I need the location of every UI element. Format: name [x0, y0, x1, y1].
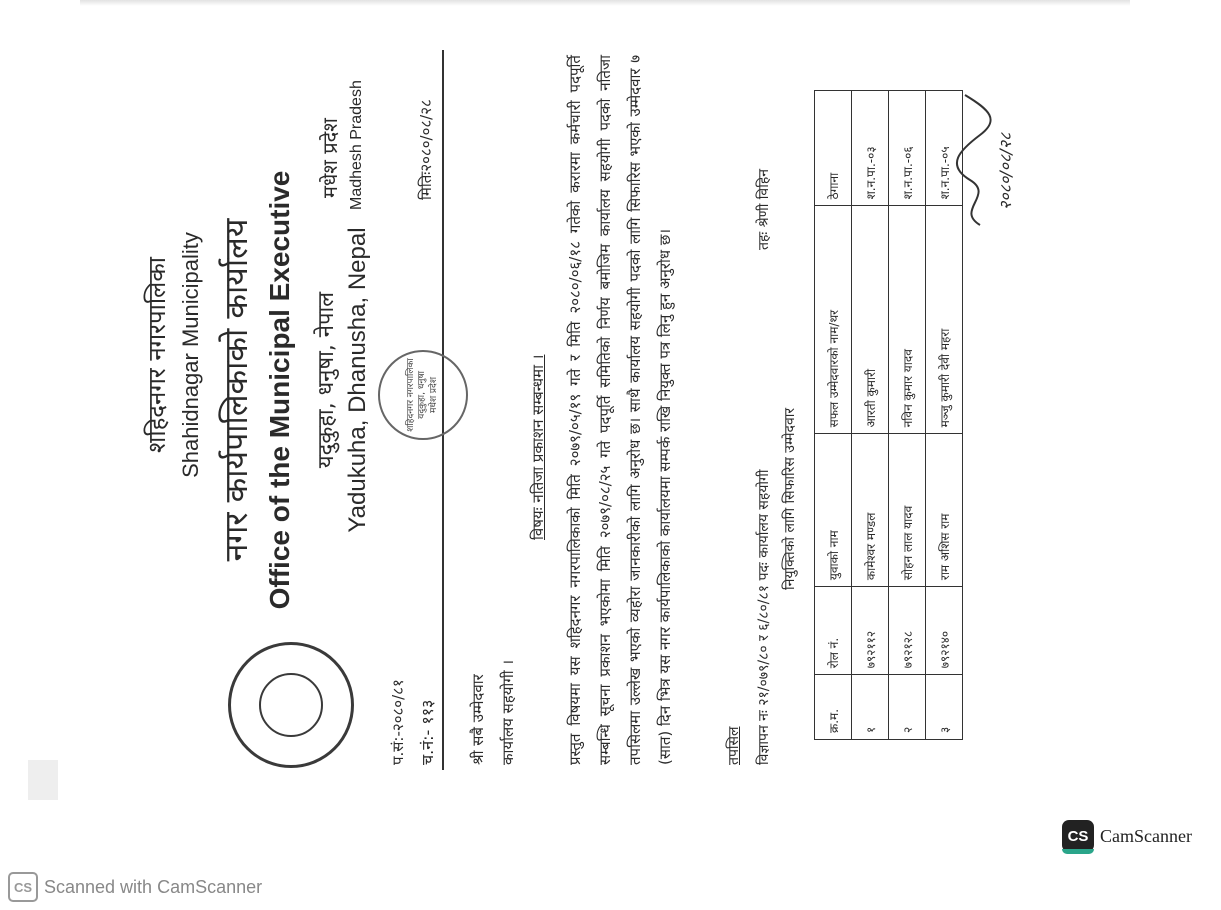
cell-guardian: सोहन लाल यादव	[889, 434, 926, 587]
cell-serial: २	[889, 675, 926, 740]
letter-ref-number: प.सं:-२०८०/८१	[389, 679, 407, 765]
col-header: रोल नं.	[815, 587, 852, 675]
dispatch-number: च.नं:- ११३	[418, 699, 437, 765]
office-stamp	[378, 350, 468, 440]
col-header: सफल उम्मेदवारको नाम/थर	[815, 206, 852, 434]
address-np: यदुकुहा, धनुषा, नेपाल	[314, 291, 339, 469]
advertisement-line: विज्ञापन नः २१/०७९/८० र ६/८०/८१ पदः कार्यालय सहयोगी	[756, 469, 772, 765]
cell-address: श.न.पा.-०३	[852, 91, 889, 206]
camscanner-icon: CS	[8, 872, 38, 902]
camscanner-logo-icon: CS	[1062, 820, 1094, 852]
results-table	[814, 90, 963, 740]
camscanner-brand	[1062, 820, 1192, 852]
table-header-row	[815, 91, 852, 740]
signature-image	[950, 90, 1000, 230]
scan-footer	[8, 872, 262, 902]
office-name-en: Office of the Municipal Executive	[264, 170, 295, 610]
col-header: क्र.म.	[815, 675, 852, 740]
cell-address: श.न.पा.-०६	[889, 91, 926, 206]
table-row	[852, 91, 889, 740]
scan-edge	[80, 0, 1130, 6]
cell-candidate: आरती कुमारी	[852, 206, 889, 434]
cell-guardian: राम अशिस राम	[926, 434, 963, 587]
recipient-line-2: कार्यालय सहयोगी ।	[499, 659, 517, 765]
cell-guardian: कामेश्वर मण्डल	[852, 434, 889, 587]
cell-candidate: मञ्जु कुमारी देवी महरा	[926, 206, 963, 434]
office-name-np: नगर कार्यपालिकाको कार्यालय	[217, 218, 255, 562]
cell-serial: १	[852, 675, 889, 740]
table-row	[889, 91, 926, 740]
stamp-line: शहिदनगर नगरपालिका	[406, 358, 417, 432]
municipality-name-en: Shahidnagar Municipality	[178, 232, 203, 478]
address-en: Yadukuha, Dhanusha, Nepal	[344, 227, 371, 533]
signature-date: २०८०/०८/२८	[996, 132, 1015, 210]
letter-subject: विषयः नतिजा प्रकाशन सम्बन्धमा ।	[529, 354, 547, 540]
stamp-line: यदुकुहा, धनुषा	[417, 371, 428, 419]
col-header: युवाको नाम	[815, 434, 852, 587]
province-en: Madhesh Pradesh	[348, 80, 365, 210]
cell-candidate: नविन कुमार यादव	[889, 206, 926, 434]
scanned-with-label: Scanned with CamScanner	[44, 876, 263, 897]
cell-roll: ७९२१२८	[889, 587, 926, 675]
rotated-letter	[120, 50, 1080, 770]
letter-date: मितिः२०८०/०८/२८	[417, 99, 435, 200]
cell-roll: ७९२११२	[852, 587, 889, 675]
camscanner-brand-label: CamScanner	[1100, 825, 1192, 846]
col-header: ठेगाना	[815, 91, 852, 206]
cell-serial: ३	[926, 675, 963, 740]
stamp-line: मधेश प्रदेश	[428, 377, 439, 413]
scan-edge-left	[28, 760, 58, 800]
recipient-line-1: श्री सबै उम्मेदवार	[469, 674, 487, 765]
municipality-name-np: शहिदनगर नगरपालिका	[143, 257, 171, 453]
grade-line: तहः श्रेणी विहिन	[756, 168, 772, 250]
cell-roll: ७९२१४०	[926, 587, 963, 675]
tapasil-heading: तपसिल	[726, 726, 742, 765]
province-np: मधेश प्रदेश	[318, 118, 342, 198]
table-title: नियुक्तिको लागि सिफारिस उम्मेदवार	[782, 407, 798, 590]
letter-body: प्रस्तुत विषयमा यस शहिदनगर नगरपालिकाको मिति २०७९/०५/१९ गते र मिति २०८०/०६/१८ गतेको करारमा कर्मचारी पदपूर्ति सम्बन्धि सूचना प्रकाशन भएकोमा मिति २०७९/०८/२५ गते पदपूर्ति समितिको निर्णय बमोजिम कार्यालय सहयोगी पदको नतिजा तपसिलमा उल्लेख भएको व्यहोरा जानकारीको लागि अनुरोध छ। साथै कार्यालय सहयोगी पदको लागि सिफारिस भएको उम्मेदवार ७ (सात) दिन भित्र यस नगर कार्यपालिकाको कार्यालयमा सम्पर्क राखि नियुक्त पत्र लिनु हुन अनुरोध छ।	[566, 55, 674, 765]
cell-address: श.न.पा.-०५	[926, 91, 963, 206]
